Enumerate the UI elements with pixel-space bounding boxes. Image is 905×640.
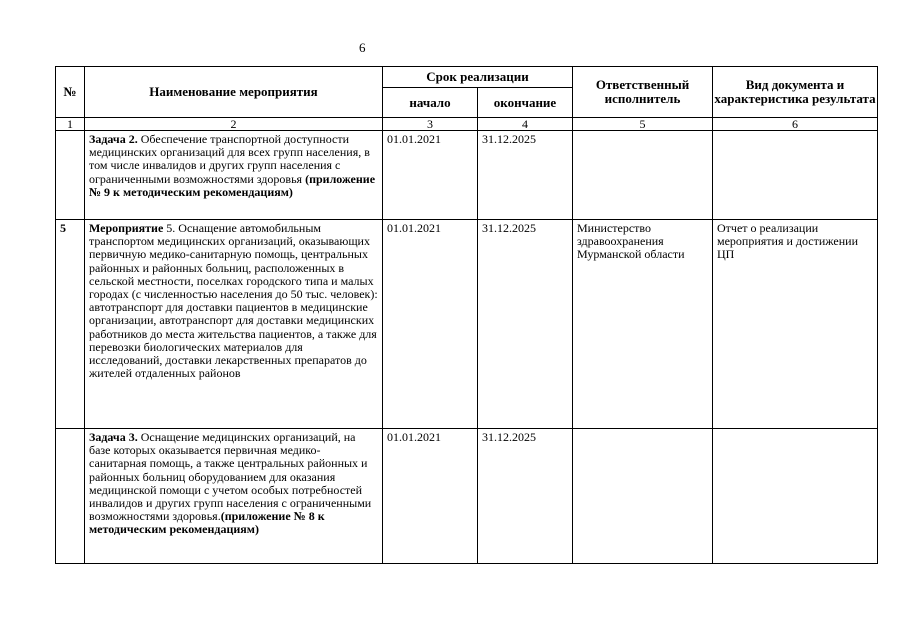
header-period: Срок реализации (383, 67, 573, 88)
row-title: Задача 3. (89, 430, 138, 444)
header-responsible: Ответственный исполнитель (573, 67, 713, 118)
header-end: окончание (478, 88, 573, 118)
row-responsible (573, 429, 713, 564)
row-text: Обеспечение транспортной доступности медицинских организаций для всех групп населения, в том числе инвалидов и других групп населения с ограниченными возможностями здоровья (89, 132, 370, 186)
row-text: 5. Оснащение автомобильным транспортом медицинских организаций, оказывающих первичную медико-санитарную помощь, центральных районных и районных больниц, расположенных в сельской местности, поселках городского типа и малых городах (с численностью населения до 50 тыс. человек): автотранспорт для доставки пациентов в медицинские организации, автотранспорт для доставки медицинских работников до места жительства пациентов, а также для перевозки биологических материалов для исследований, доставки лекарственных препаратов до жителей отдаленных районов (89, 221, 378, 381)
header-name: Наименование мероприятия (85, 67, 383, 118)
row-result (713, 131, 878, 220)
table-row (56, 429, 878, 564)
activities-table (55, 66, 878, 564)
col-number: 5 (573, 118, 713, 131)
row-description (85, 220, 383, 429)
header-num: № (56, 67, 85, 118)
row-start-date: 01.01.2021 (383, 429, 478, 564)
row-end-date: 31.12.2025 (478, 131, 573, 220)
col-number: 1 (56, 118, 85, 131)
table-row (56, 131, 878, 220)
row-description (85, 429, 383, 564)
row-end-date: 31.12.2025 (478, 220, 573, 429)
page-number: 6 (359, 40, 366, 55)
row-index (56, 429, 85, 564)
col-number: 6 (713, 118, 878, 131)
row-index: 5 (56, 220, 85, 429)
row-appendix: (приложение № 9 к методическим рекомендациям) (89, 171, 376, 199)
row-index (56, 131, 85, 220)
col-number: 2 (85, 118, 383, 131)
row-start-date: 01.01.2021 (383, 131, 478, 220)
row-result (713, 429, 878, 564)
row-responsible (573, 131, 713, 220)
row-end-date: 31.12.2025 (478, 429, 573, 564)
row-text: Оснащение медицинских организаций, на базе которых оказывается первичная медико-санитарная помощь, а также центральных районных и районных больниц оборудованием для оказания медицинской помощи с учетом особых потребностей инвалидов и других групп населения с ограниченными возможностями здоровья. (89, 430, 372, 524)
header-doc-type: Вид документа и характеристика результата (713, 67, 878, 118)
col-number: 3 (383, 118, 478, 131)
row-description (85, 131, 383, 220)
table-row (56, 220, 878, 429)
row-appendix: (приложение № 8 к методическим рекомендациям) (89, 509, 325, 537)
header-start: начало (383, 88, 478, 118)
row-start-date: 01.01.2021 (383, 220, 478, 429)
row-title: Мероприятие (89, 221, 164, 235)
row-result: Отчет о реализации мероприятия и достижении ЦП (713, 220, 878, 429)
row-responsible: Министерство здравоохранения Мурманской области (573, 220, 713, 429)
row-title: Задача 2. (89, 132, 138, 146)
col-number: 4 (478, 118, 573, 131)
